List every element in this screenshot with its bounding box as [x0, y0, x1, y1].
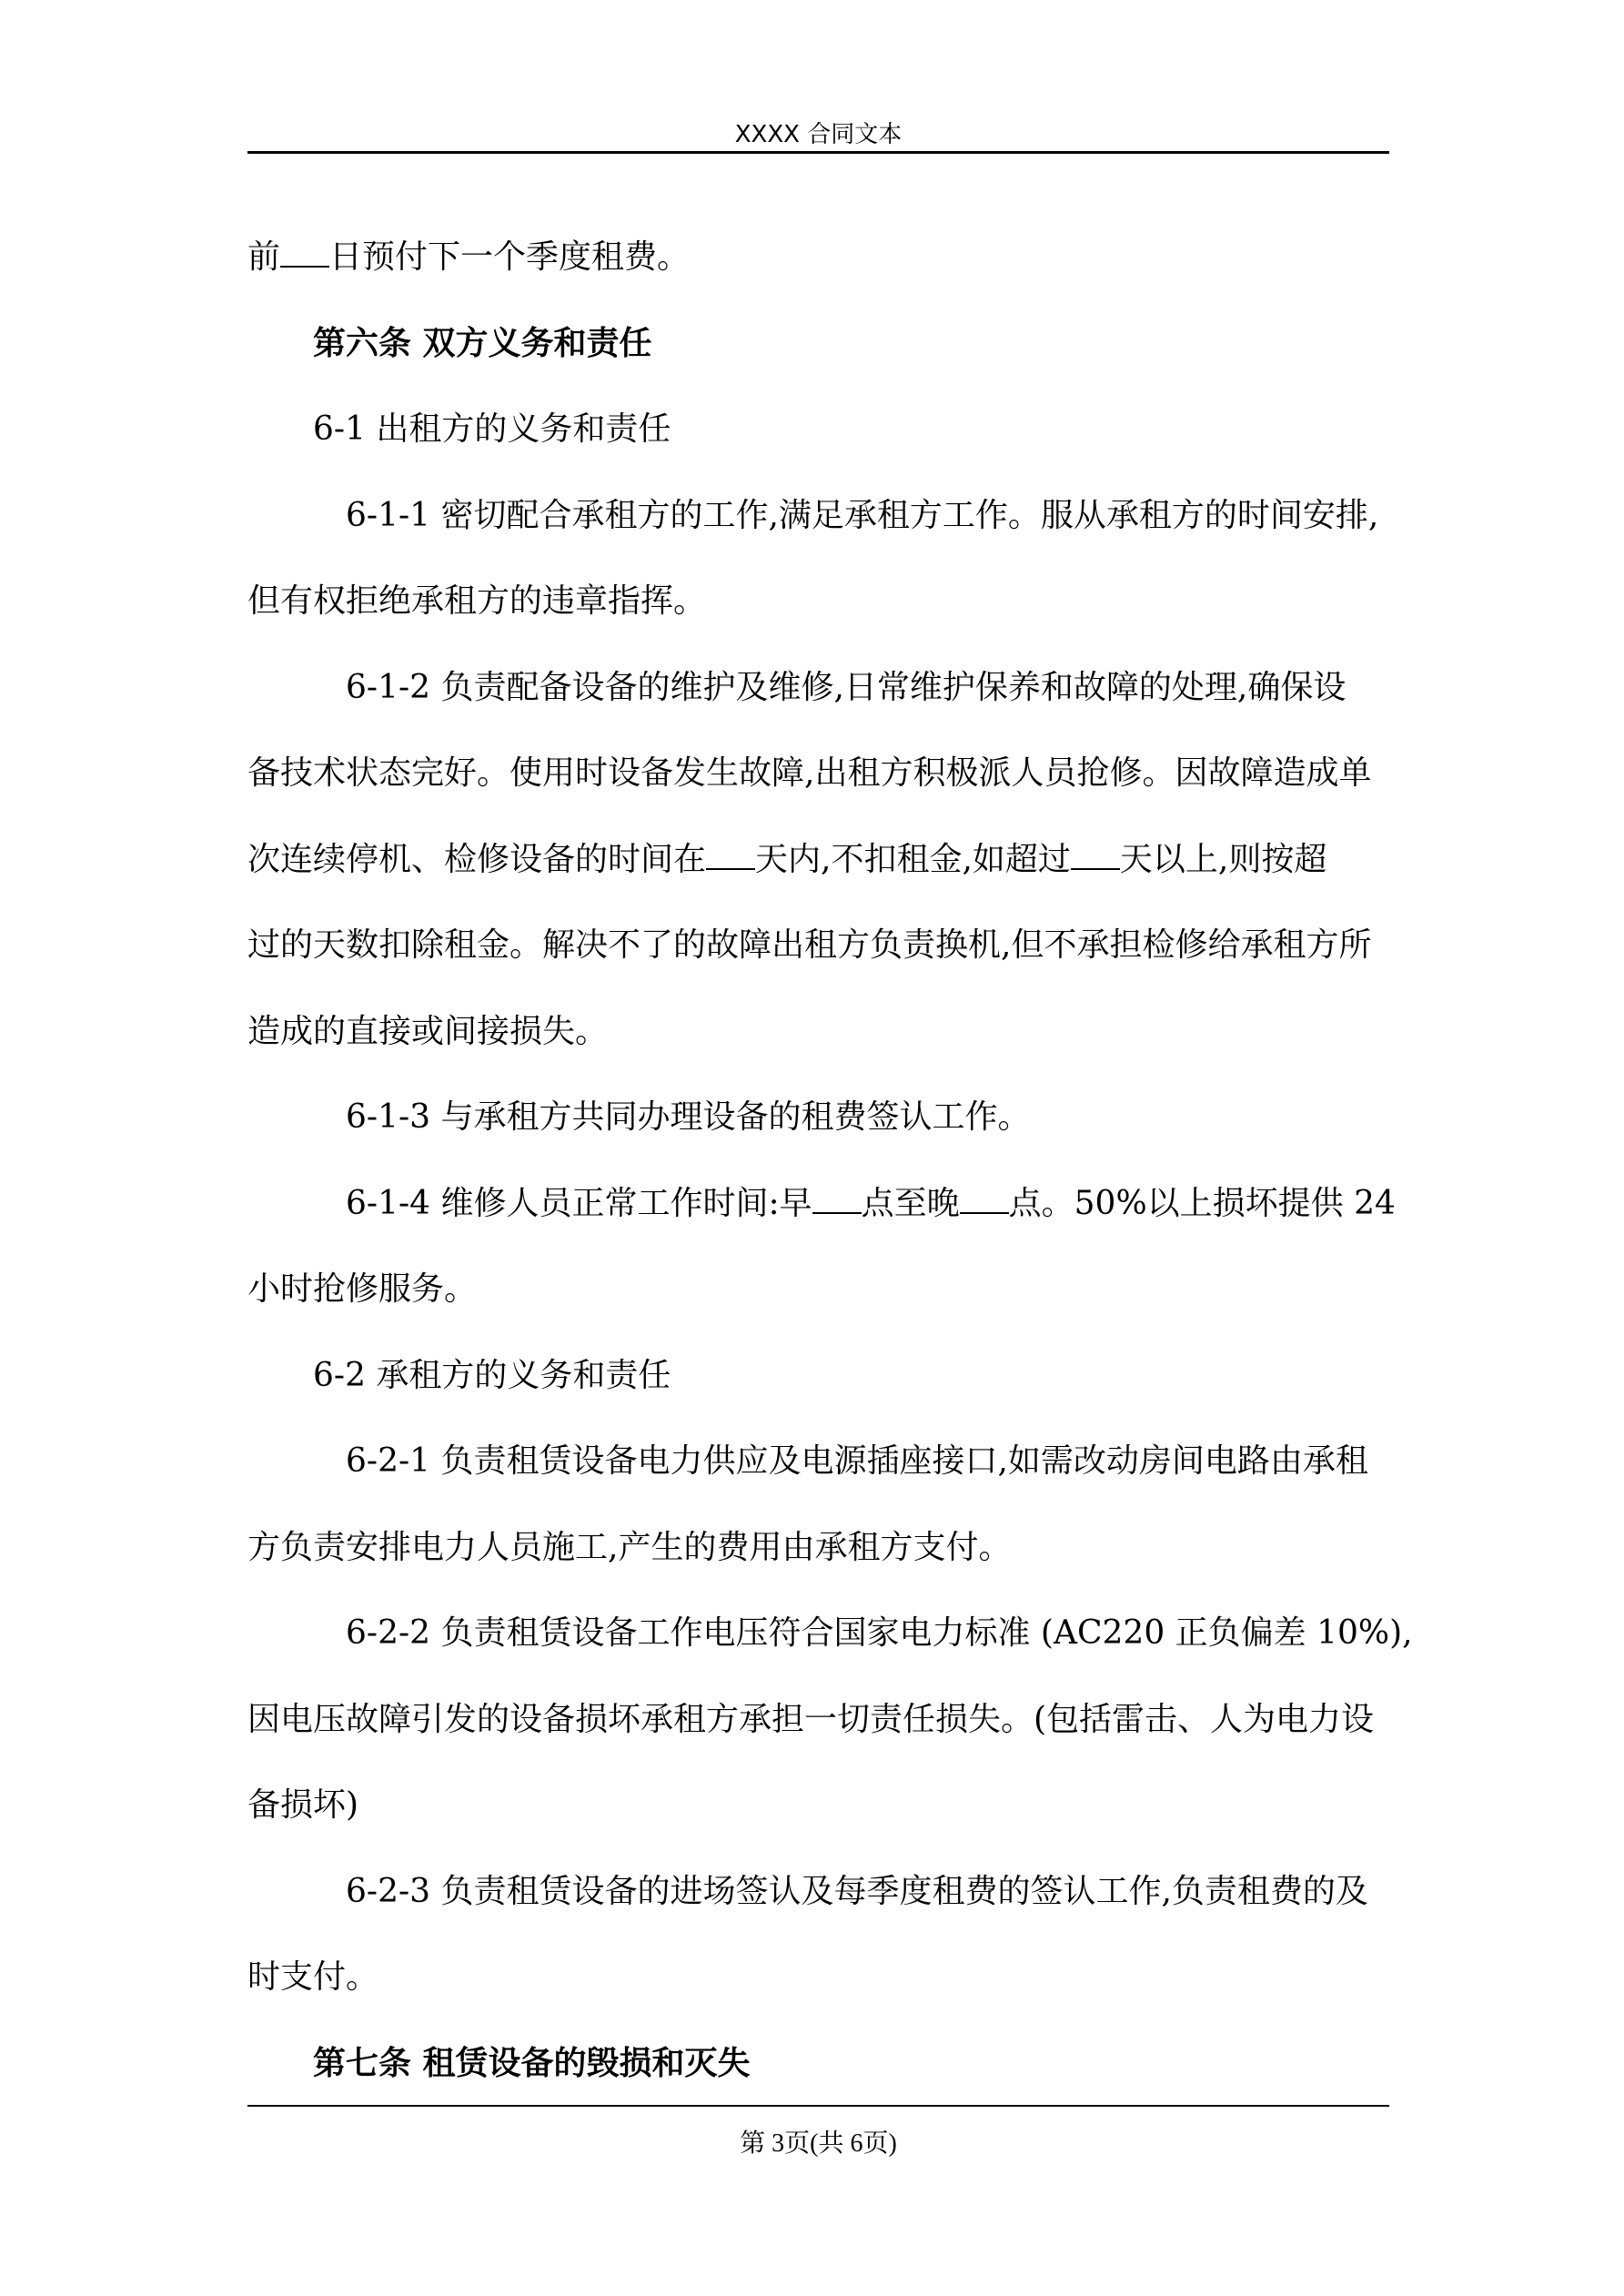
clause-line: 6-1-4 维修人员正常工作时间:早 点至晚 点。50%以上损坏提供 24 — [346, 1184, 1396, 1222]
paragraph-line: 小时抢修服务。 — [247, 1270, 478, 1308]
fill-in-blank — [812, 1185, 862, 1214]
paragraph-line: 时支付。 — [247, 1958, 379, 1996]
paragraph-line: 造成的直接或间接损失。 — [247, 1012, 609, 1050]
clause-line: 6-1-3 与承租方共同办理设备的租费签认工作。 — [346, 1098, 1031, 1136]
fill-in-blank — [960, 1185, 1009, 1214]
clause-line: 6-1-1 密切配合承租方的工作,满足承租方工作。服从承租方的时间安排, — [346, 496, 1379, 534]
clause-line: 6-2-3 负责租赁设备的进场签认及每季度租费的签认工作,负责租费的及 — [346, 1872, 1368, 1910]
footer-rule — [247, 2105, 1389, 2107]
page-header: XXXX 合同文本 — [734, 121, 903, 148]
fill-in-blank — [280, 238, 329, 268]
paragraph-line: 备技术状态完好。使用时设备发生故障,出租方积极派人员抢修。因故障造成单 — [247, 754, 1372, 792]
fill-in-blank — [1071, 841, 1120, 870]
paragraph-line: 备损坏) — [247, 1786, 359, 1824]
paragraph-line: 方负责安排电力人员施工,产生的费用由承租方支付。 — [247, 1528, 1012, 1566]
clause-line: 6-2-2 负责租赁设备工作电压符合国家电力标准 (AC220 正负偏差 10%), — [346, 1614, 1413, 1652]
clause-line: 6-1-2 负责配备设备的维护及维修,日常维护保养和故障的处理,确保设 — [346, 668, 1347, 706]
paragraph-line: 次连续停机、检修设备的时间在 天内,不扣租金,如超过 天以上,则按超 — [247, 840, 1327, 878]
fill-in-blank — [706, 841, 755, 870]
section-heading: 6-1 出租方的义务和责任 — [313, 410, 671, 448]
section-heading: 6-2 承租方的义务和责任 — [313, 1356, 671, 1394]
document-body — [247, 215, 1413, 2107]
article-heading: 第七条 租赁设备的毁损和灭失 — [313, 2044, 751, 2082]
page-number: 第 3页(共 6页) — [740, 2129, 897, 2158]
paragraph-line: 因电压故障引发的设备损坏承租方承担一切责任损失。(包括雷击、人为电力设 — [247, 1700, 1375, 1738]
paragraph-line: 过的天数扣除租金。解决不了的故障出租方负责换机,但不承担检修给承租方所 — [247, 926, 1372, 964]
header-rule — [247, 151, 1389, 154]
clause-line: 6-2-1 负责租赁设备电力供应及电源插座接口,如需改动房间电路由承租 — [346, 1442, 1368, 1480]
paragraph-line: 但有权拒绝承租方的违章指挥。 — [247, 582, 707, 620]
article-heading: 第六条 双方义务和责任 — [313, 324, 652, 362]
paragraph-line: 前 日预付下一个季度租费。 — [247, 238, 691, 276]
